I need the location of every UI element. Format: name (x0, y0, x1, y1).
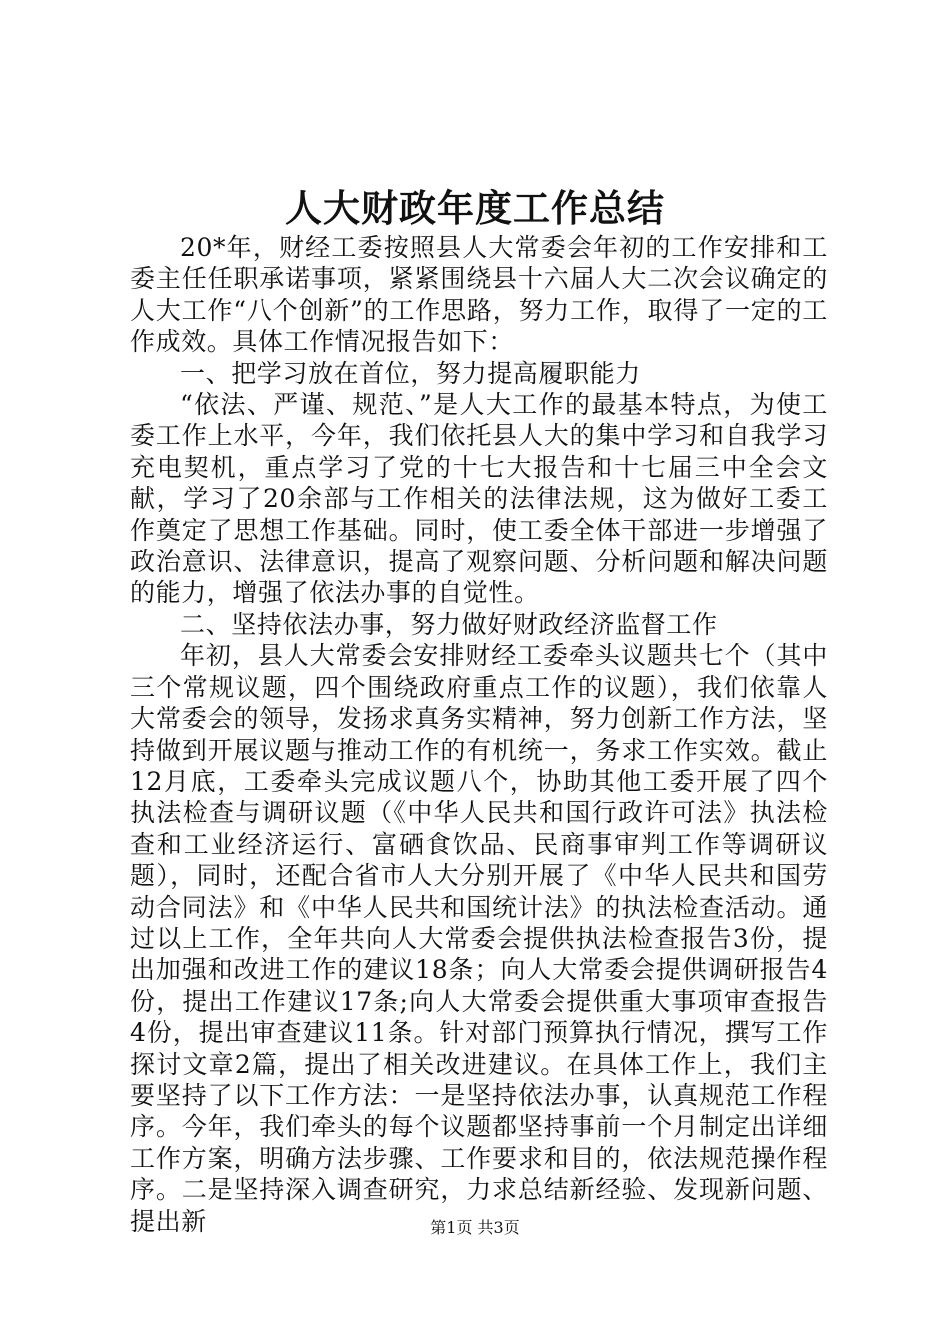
document-body (130, 232, 828, 1237)
intro-paragraph: 20*年，财经工委按照县人大常委会年初的工作安排和工委主任任职承诺事项，紧紧围绕县十六届人大二次会议确定的人大工作“八个创新”的工作思路，努力工作，取得了一定的工作成效。具体工作情况报告如下： (130, 233, 828, 357)
section-heading-1: 一、把学习放在首位，努力提高履职能力 (180, 358, 641, 388)
section-heading-2: 二、坚持依法办事，努力做好财政经济监督工作 (180, 609, 718, 639)
section-2-paragraph: 年初，县人大常委会安排财经工委牵头议题共七个（其中三个常规议题，四个围绕政府重点工作的议题），我们依靠人大常委会的领导，发扬求真务实精神，努力创新工作方法，坚持做到开展议题与推动工作的有机统一，务求工作实效。截止12月底，工委牵头完成议题八个，协助其他工委开展了四个执法检查与调研议题（《中华人民共和国行政许可法》执法检查和工业经济运行、富硒食饮品、民商事审判工作等调研议题），同时，还配合省市人大分别开展了《中华人民共和国劳动合同法》和《中华人民共和国统计法》的执法检查活动。通过以上工作，全年共向人大常委会提供执法检查报告3份，提出加强和改进工作的建议18条；向人大常委会提供调研报告4份，提出工作建议17条;向人大常委会提供重大事项审查报告4份，提出审查建议11条。针对部门预算执行情况，撰写工作探讨文章2篇，提出了相关改进建议。在具体工作上，我们主要坚持了以下工作方法：一是坚持依法办事，认真规范工作程序。今年，我们牵头的每个议题都坚持事前一个月制定出详细工作方案，明确方法步骤、工作要求和目的，依法规范操作程序。二是坚持深入调查研究，力求总结新经验、发现新问题、提出新 (130, 641, 828, 1236)
page-footer: 第1页 共3页 (430, 1218, 520, 1237)
document-title: 人大财政年度工作总结 (285, 186, 665, 230)
section-1-paragraph: “依法、严谨、规范、”是人大工作的最基本特点，为使工委工作上水平，今年，我们依托县人大的集中学习和自我学习充电契机，重点学习了党的十七大报告和十七届三中全会文献，学习了20余部与工作相关的法律法规，这为做好工委工作奠定了思想工作基础。同时，使工委全体干部进一步增强了政治意识、法律意识，提高了观察问题、分析问题和解决问题的能力，增强了依法办事的自觉性。 (130, 390, 828, 608)
